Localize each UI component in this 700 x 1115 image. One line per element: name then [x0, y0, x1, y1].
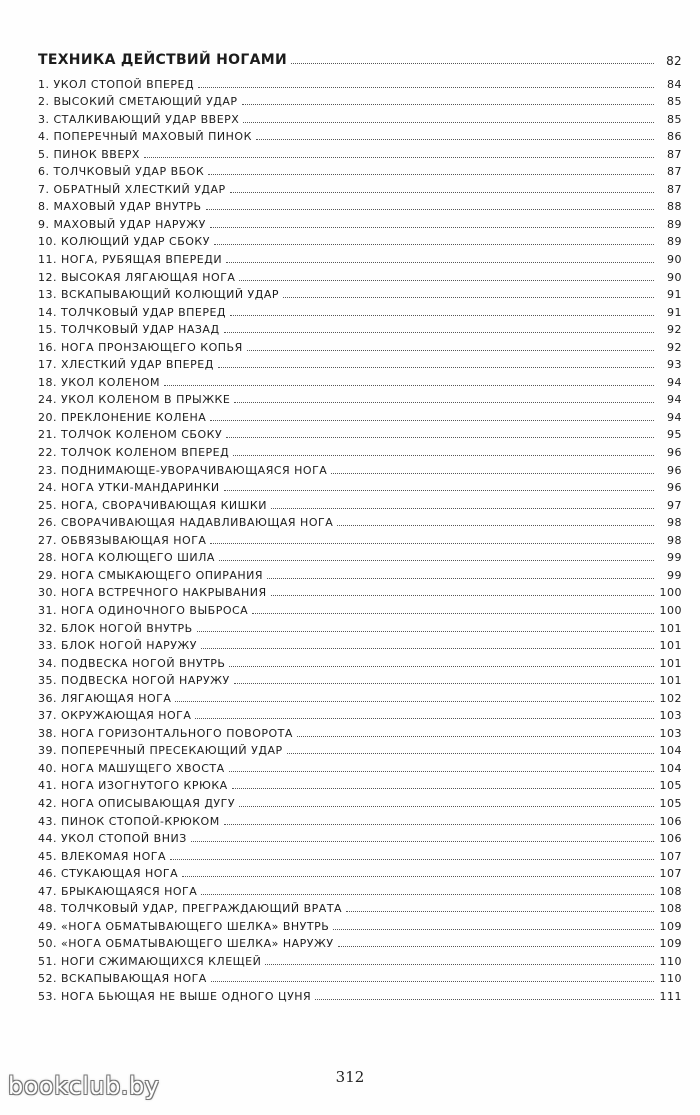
toc-entry: [38, 617, 682, 635]
toc-entry: [38, 757, 682, 775]
toc-entry: [38, 810, 682, 828]
toc-entry-page: 111: [659, 989, 682, 1003]
dot-leader: [164, 385, 654, 386]
toc-entry-title: 24. НОГА УТКИ-МАНДАРИНКИ: [38, 481, 220, 495]
dot-leader: [230, 315, 654, 316]
toc-entry-page: 106: [659, 832, 682, 846]
dot-leader: [210, 227, 654, 228]
dot-leader: [201, 894, 654, 895]
dot-leader: [198, 87, 654, 88]
toc-entry: [38, 248, 682, 266]
dot-leader: [333, 929, 654, 930]
toc-entry-page: 108: [659, 902, 682, 916]
toc-entry-title: 50. «НОГА ОБМАТЫВАЮЩЕГО ШЕЛКА» НАРУЖУ: [38, 937, 334, 951]
toc-entry: [38, 775, 682, 793]
toc-entry-title: 18. УКОЛ КОЛЕНОМ: [38, 375, 161, 389]
toc-entry-page: 91: [667, 305, 682, 319]
toc-entry: [38, 898, 682, 916]
toc-entry: [38, 441, 682, 459]
toc-entry: [38, 635, 682, 653]
toc-entry-page: 97: [667, 498, 682, 512]
toc-entry: [38, 161, 682, 179]
toc-entry-page: 103: [659, 709, 682, 723]
toc-entry-title: 1. УКОЛ СТОПОЙ ВПЕРЕД: [38, 77, 195, 91]
dot-leader: [234, 683, 654, 684]
toc-entry-page: 84: [667, 77, 682, 91]
toc-entry-title: 16. НОГА ПРОНЗАЮЩЕГО КОПЬЯ: [38, 340, 243, 354]
toc-entry: [38, 231, 682, 249]
toc-entry-title: 8. МАХОВЫЙ УДАР ВНУТРЬ: [38, 200, 202, 214]
toc-entry-page: 95: [667, 428, 682, 442]
toc-entry: [38, 512, 682, 530]
toc-entry-page: 98: [667, 516, 682, 530]
toc-entry-title: 40. НОГА МАШУЩЕГО ХВОСТА: [38, 761, 225, 775]
toc-entry: [38, 547, 682, 565]
toc-entry: [38, 564, 682, 582]
toc-entry-title: 14. ТОЛЧКОВЫЙ УДАР ВПЕРЕД: [38, 305, 227, 319]
toc-entry-page: 85: [667, 95, 682, 109]
dot-leader: [170, 859, 654, 860]
dot-leader: [182, 876, 654, 877]
page-number: 312: [335, 1068, 365, 1086]
toc-entry-page: 94: [667, 375, 682, 389]
toc-entry: [38, 705, 682, 723]
dot-leader: [297, 736, 654, 737]
toc-entry-title: 12. ВЫСОКАЯ ЛЯГАЮЩАЯ НОГА: [38, 270, 236, 284]
toc-entry: [38, 477, 682, 495]
toc-entry-page: 101: [659, 621, 682, 635]
dot-leader: [210, 420, 654, 421]
dot-leader: [283, 297, 654, 298]
toc-entry-page: 89: [667, 235, 682, 249]
toc-entry-title: 7. ОБРАТНЫЙ ХЛЕСТКИЙ УДАР: [38, 182, 226, 196]
toc-entry-page: 96: [667, 446, 682, 460]
dot-leader: [338, 946, 654, 947]
toc-entry-title: 38. НОГА ГОРИЗОНТАЛЬНОГО ПОВОРОТА: [38, 726, 293, 740]
toc-entry-page: 92: [667, 340, 682, 354]
toc-entry-title: 53. НОГА БЬЮЩАЯ НЕ ВЫШЕ ОДНОГО ЦУНЯ: [38, 989, 312, 1003]
dot-leader: [175, 701, 654, 702]
toc-entry-title: 6. ТОЛЧКОВЫЙ УДАР ВБОК: [38, 165, 205, 179]
toc-entry-title: 15. ТОЛЧКОВЫЙ УДАР НАЗАД: [38, 323, 220, 337]
dot-leader: [224, 490, 654, 491]
toc-entry: [38, 459, 682, 477]
toc-entry-page: 105: [659, 796, 682, 810]
toc-entry: [38, 687, 682, 705]
toc-entry: [38, 126, 682, 144]
toc-entry-title: 46. СТУКАЮЩАЯ НОГА: [38, 867, 179, 881]
toc-entry-title: 41. НОГА ИЗОГНУТОГО КРЮКА: [38, 779, 228, 793]
toc-entry-page: 96: [667, 481, 682, 495]
dot-leader: [218, 367, 654, 368]
toc-entry-page: 85: [667, 112, 682, 126]
dot-leader: [346, 911, 654, 912]
toc-entry: [38, 196, 682, 214]
toc-entry: [38, 406, 682, 424]
toc-entry: [38, 740, 682, 758]
toc-entry: [38, 599, 682, 617]
toc-heading-page: 82: [666, 54, 682, 68]
toc-entry-page: 88: [667, 200, 682, 214]
toc-entry-page: 94: [667, 410, 682, 424]
toc-entry-title: 43. ПИНОК СТОПОЙ-КРЮКОМ: [38, 814, 220, 828]
toc-entry-page: 87: [667, 182, 682, 196]
toc-entry-title: 9. МАХОВЫЙ УДАР НАРУЖУ: [38, 217, 206, 231]
toc-entry-title: 44. УКОЛ СТОПОЙ ВНИЗ: [38, 832, 187, 846]
toc-entry: [38, 845, 682, 863]
toc-entry-page: 109: [659, 937, 682, 951]
toc-entry: [38, 828, 682, 846]
toc-entry: [38, 933, 682, 951]
toc-entry: [38, 319, 682, 337]
toc-entry-title: 26. СВОРАЧИВАЮЩАЯ НАДАВЛИВАЮЩАЯ НОГА: [38, 516, 334, 530]
toc-entry: [38, 91, 682, 109]
toc-entry-title: 48. ТОЛЧКОВЫЙ УДАР, ПРЕГРАЖДАЮЩИЙ ВРАТА: [38, 902, 343, 916]
dot-leader: [243, 122, 654, 123]
dot-leader: [256, 139, 654, 140]
toc-entry: [38, 213, 682, 231]
dot-leader: [271, 595, 654, 596]
toc-entry-page: 90: [667, 270, 682, 284]
toc-entry-title: 37. ОКРУЖАЮЩАЯ НОГА: [38, 709, 192, 723]
toc-entry: [38, 722, 682, 740]
dot-leader: [229, 771, 654, 772]
toc-entry-title: 24. УКОЛ КОЛЕНОМ В ПРЫЖКЕ: [38, 393, 231, 407]
toc-entry-page: 108: [659, 884, 682, 898]
toc-entry: [38, 985, 682, 1003]
toc-entry-title: 5. ПИНОК ВВЕРХ: [38, 147, 140, 161]
toc-entry-page: 94: [667, 393, 682, 407]
dot-leader: [239, 280, 654, 281]
toc-entry: [38, 354, 682, 372]
dot-leader: [252, 613, 654, 614]
toc-entry-page: 90: [667, 253, 682, 267]
toc-entry-page: 104: [659, 761, 682, 775]
toc-entry: [38, 652, 682, 670]
dot-leader: [144, 157, 654, 158]
toc-entry-title: 13. ВСКАПЫВАЮЩИЙ КОЛЮЩИЙ УДАР: [38, 288, 280, 302]
toc-entry-title: 47. БРЫКАЮЩАЯСЯ НОГА: [38, 884, 198, 898]
toc-entry: [38, 670, 682, 688]
toc-entry: [38, 792, 682, 810]
toc-entry-page: 101: [659, 639, 682, 653]
toc-heading-title: ТЕХНИКА ДЕЙСТВИЙ НОГАМИ: [38, 52, 287, 68]
dot-leader: [239, 806, 654, 807]
toc-entry-title: 17. ХЛЕСТКИЙ УДАР ВПЕРЕД: [38, 358, 214, 372]
dot-leader: [208, 174, 654, 175]
dot-leader: [267, 578, 654, 579]
dot-leader: [191, 841, 654, 842]
dot-leader: [233, 455, 654, 456]
toc-entry-page: 89: [667, 217, 682, 231]
toc-entry-page: 96: [667, 463, 682, 477]
toc-entry: [38, 266, 682, 284]
dot-leader: [247, 350, 654, 351]
toc-entry-page: 103: [659, 726, 682, 740]
toc-entry-title: 23. ПОДНИМАЮЩЕ-УВОРАЧИВАЮЩАЯСЯ НОГА: [38, 463, 328, 477]
toc-entry-page: 101: [659, 656, 682, 670]
watermark: bookclub.by: [8, 1072, 160, 1100]
toc-entry: [38, 582, 682, 600]
toc-entry-title: 42. НОГА ОПИСЫВАЮЩАЯ ДУГУ: [38, 796, 236, 810]
toc-entry-title: 2. ВЫСОКИЙ СМЕТАЮЩИЙ УДАР: [38, 95, 238, 109]
toc-entry-page: 93: [667, 358, 682, 372]
toc-list: [38, 73, 682, 1003]
dot-leader: [265, 964, 654, 965]
toc-entry-title: 28. НОГА КОЛЮЩЕГО ШИЛА: [38, 551, 215, 565]
toc-entry-page: 107: [659, 849, 682, 863]
toc-entry-title: 3. СТАЛКИВАЮЩИЙ УДАР ВВЕРХ: [38, 112, 240, 126]
toc-entry-title: 27. ОБВЯЗЫВАЮЩАЯ НОГА: [38, 533, 207, 547]
toc-entry-page: 106: [659, 814, 682, 828]
dot-leader: [291, 63, 654, 64]
toc-entry: [38, 968, 682, 986]
dot-leader: [234, 402, 654, 403]
toc-entry: [38, 371, 682, 389]
toc-entry-page: 105: [659, 779, 682, 793]
dot-leader: [337, 525, 654, 526]
toc-entry-title: 4. ПОПЕРЕЧНЫЙ МАХОВЫЙ ПИНОК: [38, 130, 252, 144]
toc-entry: [38, 178, 682, 196]
toc-entry-page: 92: [667, 323, 682, 337]
toc-entry: [38, 529, 682, 547]
dot-leader: [229, 666, 654, 667]
toc-entry-title: 35. ПОДВЕСКА НОГОЙ НАРУЖУ: [38, 674, 230, 688]
toc-entry-page: 101: [659, 674, 682, 688]
toc-entry: [38, 494, 682, 512]
toc-entry: [38, 73, 682, 91]
toc-entry-title: 30. НОГА ВСТРЕЧНОГО НАКРЫВАНИЯ: [38, 586, 267, 600]
dot-leader: [224, 824, 654, 825]
dot-leader: [230, 192, 654, 193]
toc-entry-title: 51. НОГИ СЖИМАЮЩИХСЯ КЛЕЩЕЙ: [38, 954, 262, 968]
dot-leader: [271, 508, 654, 509]
toc-entry-page: 110: [659, 954, 682, 968]
toc-entry-title: 39. ПОПЕРЕЧНЫЙ ПРЕСЕКАЮЩИЙ УДАР: [38, 744, 283, 758]
toc-entry-title: 31. НОГА ОДИНОЧНОГО ВЫБРОСА: [38, 603, 249, 617]
toc-entry: [38, 284, 682, 302]
toc-entry-page: 87: [667, 147, 682, 161]
toc-entry: [38, 336, 682, 354]
toc-entry-title: 29. НОГА СМЫКАЮЩЕГО ОПИРАНИЯ: [38, 568, 264, 582]
toc-entry-page: 109: [659, 919, 682, 933]
dot-leader: [226, 437, 654, 438]
toc-entry-page: 107: [659, 867, 682, 881]
toc-entry-page: 86: [667, 130, 682, 144]
dot-leader: [224, 332, 654, 333]
dot-leader: [206, 209, 654, 210]
toc-entry-page: 99: [667, 551, 682, 565]
toc-entry-page: 104: [659, 744, 682, 758]
dot-leader: [210, 543, 654, 544]
toc-entry-title: 34. ПОДВЕСКА НОГОЙ ВНУТРЬ: [38, 656, 226, 670]
toc-entry: [38, 950, 682, 968]
toc-entry-page: 99: [667, 568, 682, 582]
toc-entry-title: 11. НОГА, РУБЯЩАЯ ВПЕРЕДИ: [38, 253, 223, 267]
toc-entry-title: 33. БЛОК НОГОЙ НАРУЖУ: [38, 639, 197, 653]
toc-entry-page: 100: [659, 603, 682, 617]
dot-leader: [197, 631, 654, 632]
toc-entry-title: 20. ПРЕКЛОНЕНИЕ КОЛЕНА: [38, 410, 207, 424]
toc-entry: [38, 301, 682, 319]
dot-leader: [331, 473, 654, 474]
toc-entry: [38, 108, 682, 126]
toc-entry: [38, 880, 682, 898]
toc-entry-title: 36. ЛЯГАЮЩАЯ НОГА: [38, 691, 172, 705]
dot-leader: [226, 262, 654, 263]
toc-entry-page: 91: [667, 288, 682, 302]
toc-entry-title: 32. БЛОК НОГОЙ ВНУТРЬ: [38, 621, 193, 635]
toc-entry-title: 22. ТОЛЧОК КОЛЕНОМ ВПЕРЕД: [38, 446, 230, 460]
toc-entry: [38, 143, 682, 161]
toc-entry-page: 98: [667, 533, 682, 547]
dot-leader: [214, 244, 654, 245]
toc-entry: [38, 424, 682, 442]
toc-entry-title: 49. «НОГА ОБМАТЫВАЮЩЕГО ШЕЛКА» ВНУТРЬ: [38, 919, 330, 933]
dot-leader: [232, 788, 654, 789]
dot-leader: [219, 560, 654, 561]
dot-leader: [287, 753, 654, 754]
toc-entry-title: 10. КОЛЮЩИЙ УДАР СБОКУ: [38, 235, 210, 249]
dot-leader: [211, 981, 654, 982]
toc-entry: [38, 863, 682, 881]
toc-entry: [38, 389, 682, 407]
toc-section-heading: [38, 46, 682, 68]
toc-entry-page: 100: [659, 586, 682, 600]
toc-entry-page: 110: [659, 972, 682, 986]
toc-entry: [38, 915, 682, 933]
toc-entry-title: 21. ТОЛЧОК КОЛЕНОМ СБОКУ: [38, 428, 223, 442]
toc-entry-title: 45. ВЛЕКОМАЯ НОГА: [38, 849, 167, 863]
dot-leader: [195, 718, 654, 719]
toc-entry-title: 52. ВСКАПЫВАЮЩАЯ НОГА: [38, 972, 207, 986]
dot-leader: [242, 104, 654, 105]
toc-entry-title: 25. НОГА, СВОРАЧИВАЮЩАЯ КИШКИ: [38, 498, 267, 512]
toc-entry-page: 87: [667, 165, 682, 179]
dot-leader: [315, 999, 654, 1000]
dot-leader: [201, 648, 654, 649]
toc-entry-page: 102: [659, 691, 682, 705]
